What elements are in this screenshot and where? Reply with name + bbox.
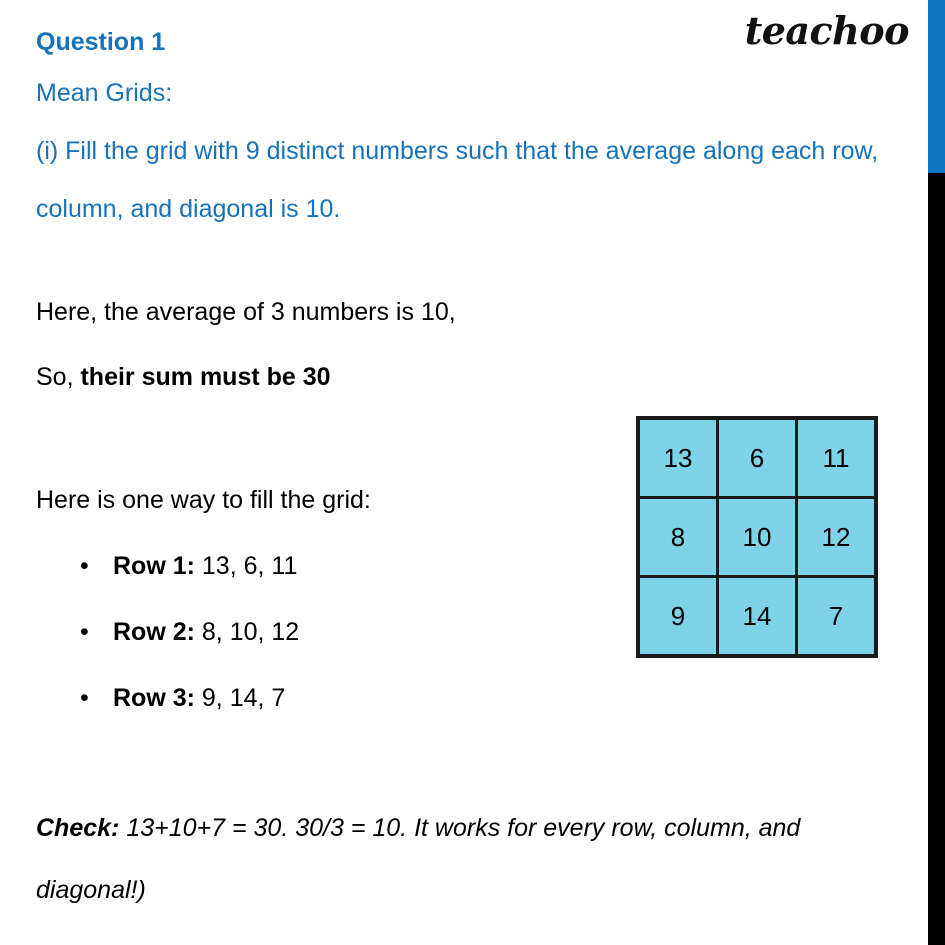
spacer-before-check [36, 731, 898, 797]
grid-cell-r1c1: 13 [640, 420, 716, 496]
question-topic: Mean Grids: [36, 79, 173, 107]
check-label: Check: [36, 814, 120, 842]
row-values: 13, 6, 11 [201, 552, 298, 580]
reasoning-line-2-prefix: So, [36, 363, 81, 391]
grid-cell-r3c3: 7 [798, 578, 874, 654]
reasoning-line-2-emphasis: their sum must be 30 [80, 363, 331, 391]
grid-cell-r1c3: 11 [798, 420, 874, 496]
spacer-after-prompt [36, 238, 898, 280]
row-label: Row 2: [113, 618, 195, 646]
right-edge-blue-bar [928, 0, 945, 173]
row-values: 9, 14, 7 [201, 684, 286, 712]
question-prompt: (i) Fill the grid with 9 distinct numbers such that the average along each row, column, and diagonal is 10. [36, 137, 879, 223]
bullet-dot-icon: • [80, 684, 89, 712]
grid-cell-r2c1: 8 [640, 499, 716, 575]
bullet-dot-icon: • [80, 552, 89, 580]
right-edge-black-bar [928, 173, 945, 945]
grid-cell-r3c2: 14 [719, 578, 795, 654]
list-item [36, 665, 898, 731]
page-title: Question 1 [36, 28, 166, 56]
row-values: 8, 10, 12 [201, 618, 300, 646]
mean-grid [636, 416, 878, 658]
grid-cell-r2c3: 12 [798, 499, 874, 575]
bullet-dot-icon: • [80, 618, 89, 646]
teachoo-logo: teachoo [744, 8, 909, 53]
check-note [36, 797, 906, 921]
fill-intro-text: Here is one way to fill the grid: [36, 486, 371, 514]
grid-cell-r1c2: 6 [719, 420, 795, 496]
row-label: Row 3: [113, 684, 195, 712]
grid-cell-r2c2: 10 [719, 499, 795, 575]
reasoning-line-2 [36, 345, 898, 410]
row-label: Row 1: [113, 552, 195, 580]
reasoning-line-1: Here, the average of 3 numbers is 10, [36, 298, 456, 326]
grid-cell-r3c1: 9 [640, 578, 716, 654]
check-text: 13+10+7 = 30. 30/3 = 10. It works for every row, column, and diagonal!) [36, 814, 801, 904]
